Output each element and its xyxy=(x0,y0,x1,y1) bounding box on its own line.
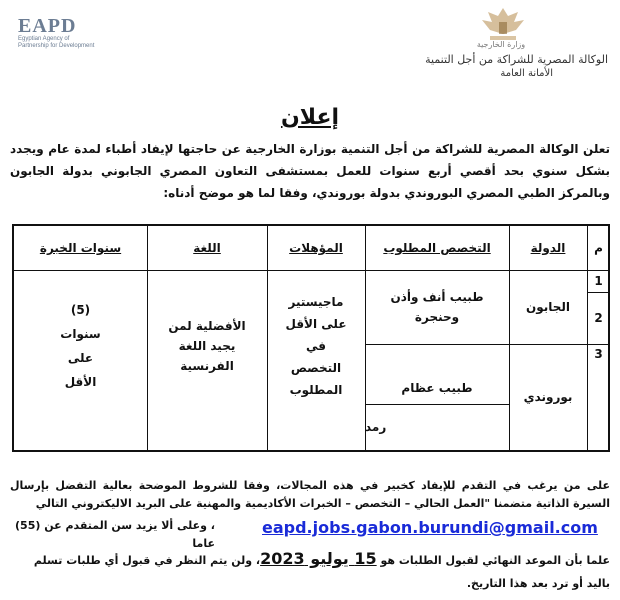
row-number: 1 xyxy=(594,274,603,288)
qualifications-cell: ماجيستير على الأقل في التخصص المطلوب xyxy=(285,295,347,397)
deadline-date: 15 يوليو 2023 xyxy=(260,549,377,568)
deadline-suffix: ، ولن يتم النظر في قبول أي طلبات تسلم xyxy=(33,554,261,567)
application-instructions: على من يرغب في التقدم للإيفاد كخبير في هذه المجالات، وفقا للشروط الموضحة بعالية التفضل بإرسال السيرة الذاتية متضمنا "العمل الحالي – التخصص – الخبرات الأكاديمية والمهنية على البريد الاليكتروني التالي xyxy=(10,479,610,510)
country-burundi: بوروندي xyxy=(523,390,573,404)
specialty-rheum: رمد xyxy=(365,420,387,434)
agency-subtitle: الأمانة العامة xyxy=(500,68,553,79)
ministry-seal-text: وزارة الخارجية xyxy=(476,40,526,49)
header-qualifications: المؤهلات xyxy=(289,241,343,255)
country-gabon: الجابون xyxy=(525,300,571,314)
deadline-line xyxy=(10,546,610,574)
header-language: اللغة xyxy=(193,241,221,255)
specialty-ent: طبيب أنف وأذن وحنجرة xyxy=(390,290,484,324)
agency-name: الوكالة المصرية للشراكة من أجل التنمية xyxy=(425,53,608,66)
positions-table xyxy=(12,224,610,452)
eapd-logo xyxy=(18,16,138,50)
email-link[interactable]: eapd.jobs.gabon.burundi@gmail.com xyxy=(262,518,598,537)
experience-cell: (5) سنوات على الأقل xyxy=(60,303,101,389)
deadline-prefix: علما بأن الموعد النهائي لقبول الطلبات هو xyxy=(380,554,610,567)
eapd-logo-sub-2: Partnership for Development xyxy=(18,43,95,49)
age-requirement: ، وعلى ألا يزيد سن المتقدم عن (55) عاما xyxy=(15,519,215,550)
row-number: 3 xyxy=(594,347,603,361)
header-country: الدولة xyxy=(530,241,566,255)
egypt-eagle-emblem-icon xyxy=(468,4,538,44)
eapd-logo-text: EAPD xyxy=(18,15,77,37)
header-experience: سنوات الخبرة xyxy=(39,241,122,255)
header-num: م xyxy=(594,241,603,255)
final-note: باليد أو ترد بعد هذا التاريخ. xyxy=(466,577,610,590)
row-number: 2 xyxy=(594,311,603,325)
specialty-ortho: طبيب عظام xyxy=(401,381,473,395)
eapd-logo-sub-1: Egyptian Agency of xyxy=(18,36,70,42)
language-cell: الأفضلية لمن يجيد اللغة الفرنسية xyxy=(168,319,246,373)
intro-paragraph: تعلن الوكالة المصرية للشراكة من أجل التنمية بوزارة الخارجية عن حاجتها لإيفاد أطباء لمدة عام ويجدد بشكل سنوي بحد أقصي أربع سنوات للعمل بمستشفى التعاون المصري الجابوني بدولة الجابون وبالمركز الطبي المصري البوروندي بدولة بوروندي، وفقا لما هو موضح أدناه: xyxy=(10,142,610,200)
header-specialty: التخصص المطلوب xyxy=(383,241,491,255)
announcement-title: إعلان xyxy=(280,105,340,130)
